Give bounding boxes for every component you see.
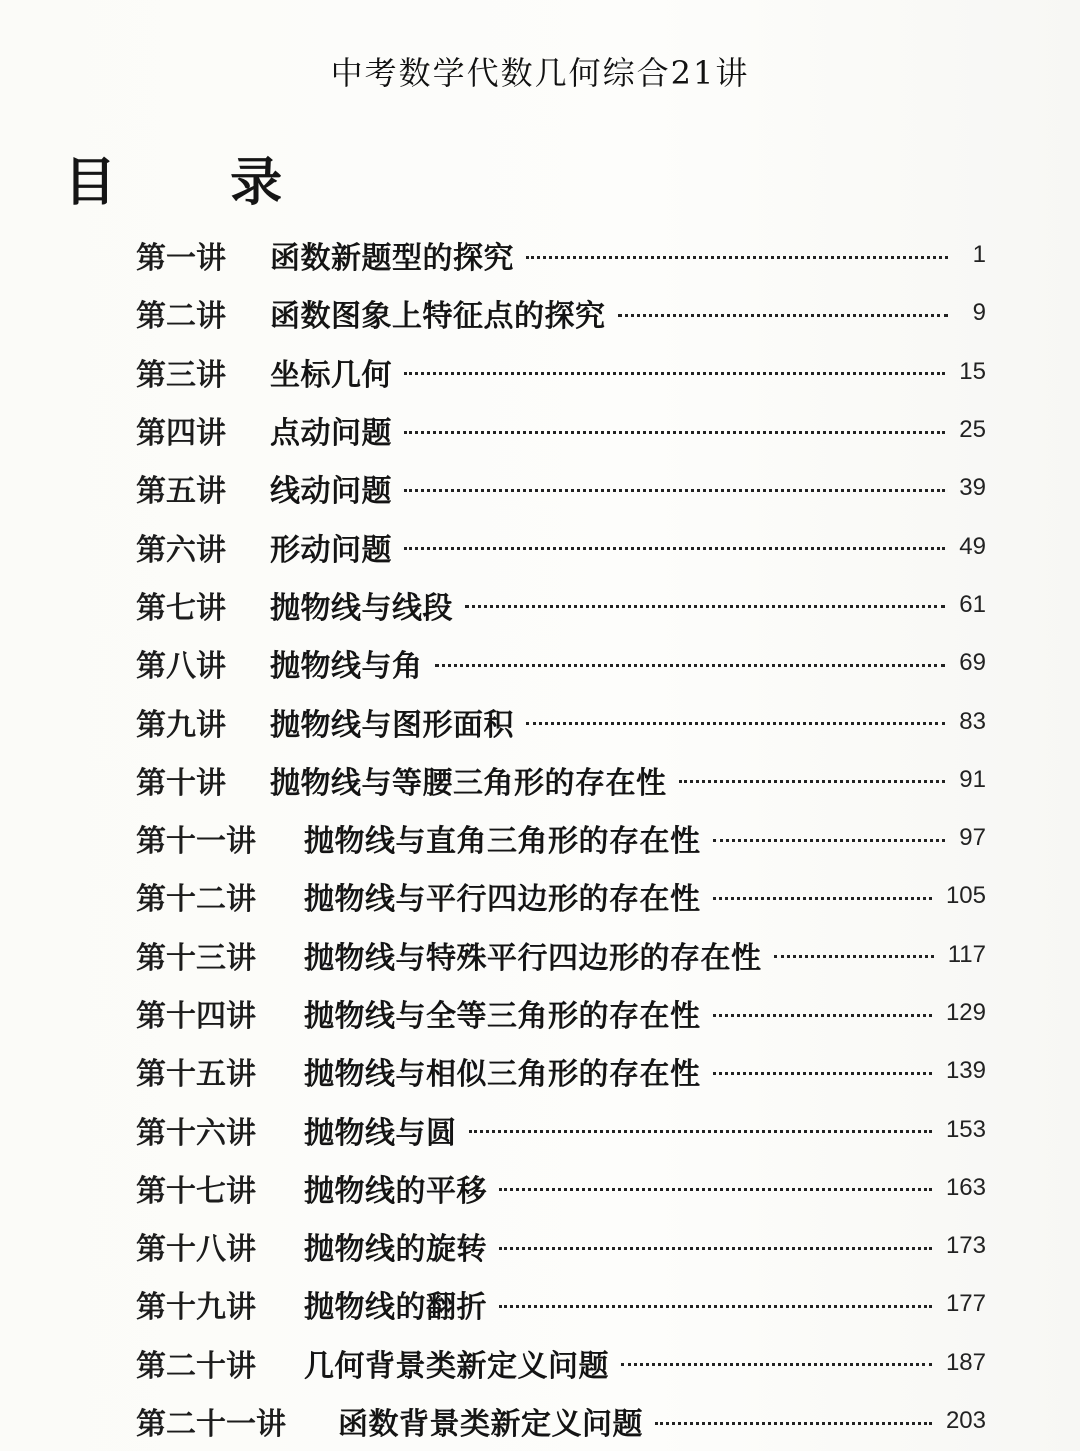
page-number: 91	[959, 765, 986, 793]
toc-entry	[136, 517, 992, 575]
dot-leader	[435, 664, 946, 667]
toc-entry	[136, 226, 992, 284]
dot-leader	[404, 547, 945, 550]
lecture-number: 第十一讲	[136, 824, 256, 860]
lecture-title: 线动问题	[270, 474, 392, 510]
lecture-number: 第十四讲	[136, 999, 256, 1034]
dot-leader	[774, 955, 934, 958]
page-number: 49	[959, 532, 986, 560]
page-number: 97	[959, 824, 986, 852]
lecture-title: 几何背景类新定义问题	[304, 1348, 609, 1384]
toc-entry	[136, 1275, 992, 1333]
lecture-title: 抛物线与特殊平行四边形的存在性	[304, 940, 762, 976]
page-number: 25	[959, 416, 986, 444]
page-number: 117	[947, 940, 986, 968]
lecture-number: 第二讲	[136, 299, 226, 335]
page-number: 187	[945, 1348, 986, 1376]
dot-leader	[679, 780, 946, 783]
lecture-title: 抛物线的平移	[304, 1173, 487, 1209]
page-number: 177	[945, 1290, 986, 1318]
lecture-number: 第七讲	[136, 590, 226, 626]
lecture-title: 抛物线与平行四边形的存在性	[304, 882, 701, 918]
lecture-title: 抛物线与全等三角形的存在性	[304, 999, 701, 1034]
dot-leader	[526, 256, 948, 259]
toc-entry	[136, 284, 992, 342]
page-number: 163	[945, 1173, 986, 1201]
page-number: 83	[959, 707, 986, 735]
lecture-number: 第十二讲	[136, 882, 256, 918]
lecture-title: 抛物线与相似三角形的存在性	[304, 1057, 701, 1093]
toc-entry	[136, 1100, 992, 1158]
toc-entry	[136, 459, 992, 517]
lecture-title: 抛物线与线段	[270, 590, 453, 626]
lecture-number: 第八讲	[136, 649, 226, 685]
toc-entry	[136, 343, 992, 401]
toc-entry	[136, 692, 992, 750]
lecture-number: 第三讲	[136, 357, 226, 393]
lecture-title: 点动问题	[270, 416, 392, 452]
lecture-number: 第十五讲	[136, 1057, 256, 1093]
lecture-number: 第十讲	[136, 765, 226, 801]
toc-entry	[136, 634, 992, 692]
page-number: 1	[972, 241, 986, 269]
dot-leader	[621, 1363, 932, 1366]
lecture-number: 第一讲	[136, 241, 226, 277]
lecture-title: 函数图象上特征点的探究	[270, 299, 606, 335]
dot-leader	[713, 839, 946, 842]
lecture-title: 坐标几何	[270, 357, 392, 393]
page-number: 105	[945, 882, 986, 910]
toc-entry	[136, 1334, 992, 1392]
page-number: 15	[959, 357, 986, 385]
lecture-number: 第十六讲	[136, 1115, 256, 1151]
page-number: 173	[945, 1232, 986, 1260]
toc-entry	[136, 926, 992, 984]
dot-leader	[469, 1130, 932, 1133]
dot-leader	[713, 1072, 932, 1075]
dot-leader	[404, 489, 945, 492]
dot-leader	[499, 1305, 932, 1308]
toc-entry	[136, 1392, 992, 1450]
page-number: 203	[945, 1407, 986, 1435]
toc-entry	[136, 1217, 992, 1275]
lecture-title: 抛物线与直角三角形的存在性	[304, 824, 701, 860]
dot-leader	[404, 372, 945, 375]
lecture-number: 第十七讲	[136, 1173, 256, 1209]
page-number: 69	[959, 649, 986, 677]
toc-heading: 目 录	[64, 153, 331, 213]
lecture-title: 抛物线与角	[270, 649, 423, 685]
toc-entry	[136, 867, 992, 925]
lecture-title: 抛物线与图形面积	[270, 707, 514, 743]
lecture-number: 第十三讲	[136, 940, 256, 976]
dot-leader	[499, 1247, 932, 1250]
lecture-title: 抛物线的翻折	[304, 1290, 487, 1326]
lecture-title: 函数背景类新定义问题	[338, 1407, 643, 1443]
lecture-number: 第二十一讲	[136, 1407, 286, 1443]
page-number: 153	[945, 1115, 986, 1143]
toc-entry	[136, 984, 992, 1042]
dot-leader	[655, 1422, 932, 1425]
dot-leader	[465, 605, 945, 608]
page-number: 139	[945, 1057, 986, 1085]
toc-entry	[136, 401, 992, 459]
lecture-title: 形动问题	[270, 532, 392, 568]
dot-leader	[499, 1188, 932, 1191]
lecture-number: 第十八讲	[136, 1232, 256, 1268]
lecture-title: 函数新题型的探究	[270, 241, 514, 277]
lecture-number: 第六讲	[136, 532, 226, 568]
lecture-number: 第五讲	[136, 474, 226, 510]
page-number: 61	[959, 590, 986, 618]
dot-leader	[526, 722, 945, 725]
lecture-number: 第四讲	[136, 416, 226, 452]
lecture-title: 抛物线与圆	[304, 1115, 457, 1151]
table-of-contents	[136, 226, 992, 1450]
page-number: 39	[959, 474, 986, 502]
toc-entry	[136, 1159, 992, 1217]
toc-entry	[136, 809, 992, 867]
toc-entry	[136, 576, 992, 634]
dot-leader	[404, 431, 945, 434]
lecture-number: 第九讲	[136, 707, 226, 743]
book-title: 中考数学代数几何综合21讲	[330, 54, 750, 92]
lecture-title: 抛物线的旋转	[304, 1232, 487, 1268]
lecture-number: 第十九讲	[136, 1290, 256, 1326]
dot-leader	[618, 314, 949, 317]
dot-leader	[713, 1014, 932, 1017]
toc-entry	[136, 1042, 992, 1100]
page-number: 9	[972, 299, 986, 327]
lecture-number: 第二十讲	[136, 1348, 256, 1384]
lecture-title: 抛物线与等腰三角形的存在性	[270, 765, 667, 801]
page-number: 129	[945, 999, 986, 1026]
dot-leader	[713, 897, 932, 900]
toc-entry	[136, 751, 992, 809]
